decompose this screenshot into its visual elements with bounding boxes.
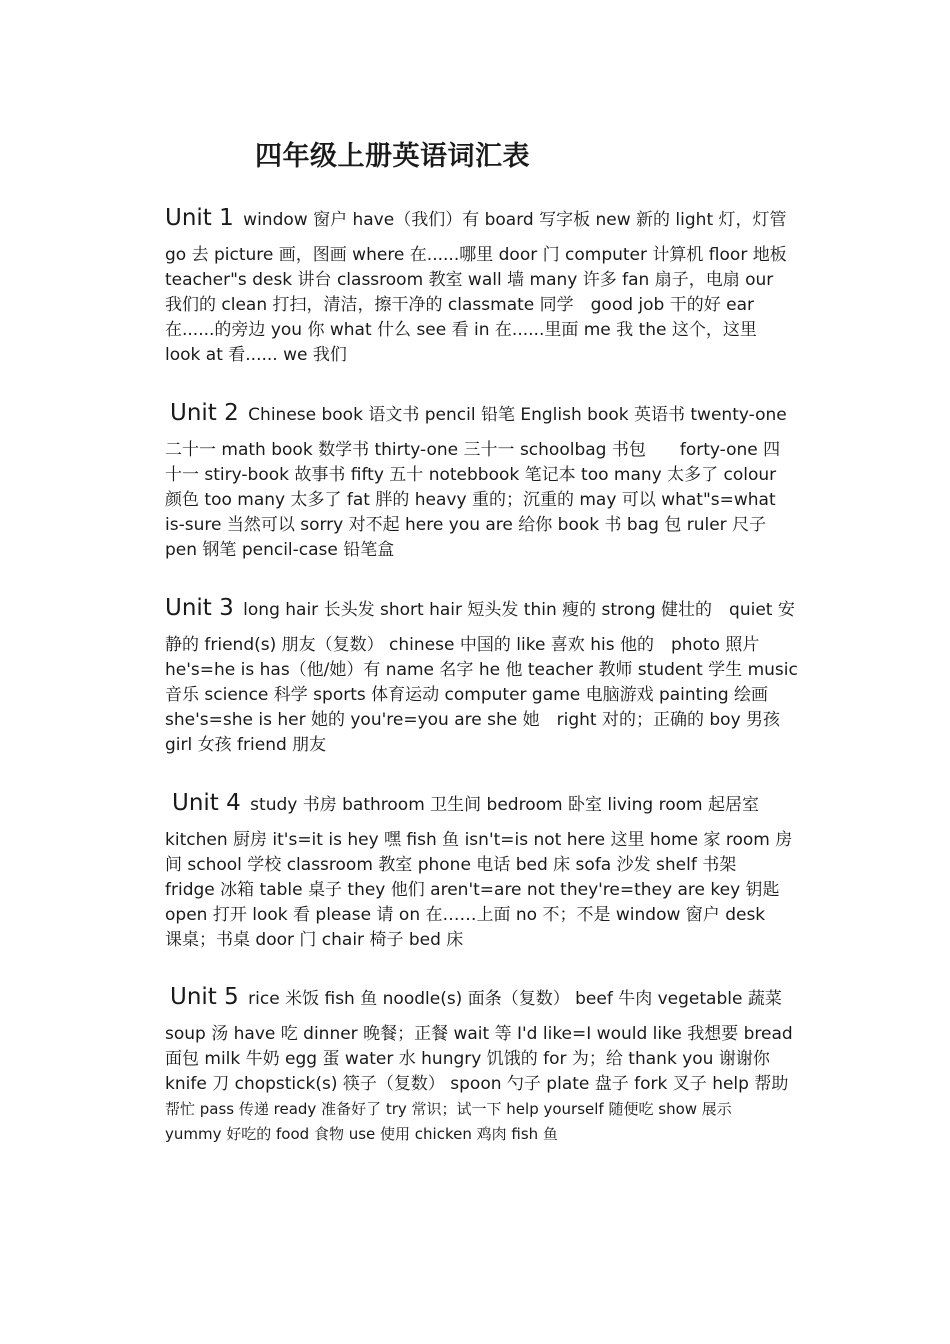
unit-heading: Unit 3	[165, 595, 234, 621]
unit-vocabulary-text: 静的 friend(s) 朋友（复数） chinese 中国的 like 喜欢 his 他的 photo 照片 he's=he is has（他/她）有 name 名字 he 他 teacher 教师 student 学生 music 音乐 science 科学 sports 体育运动 computer game 电脑游戏 painting 绘画 she's=she is her 她的 you're=you are she 她 right 对的；正确的 boy 男孩 girl 女孩 friend 朋友	[165, 635, 798, 755]
unit-vocabulary-text: 二十一 math book 数学书 thirty-one 三十一 schoolbag 书包 forty-one 四 十一 stiry-book 故事书 fifty 五十 notebbook 笔记本 too many 太多了 colour 颜色 too many 太多了 fat 胖的 heavy 重的；沉重的 may 可以 what"s=what is-sure 当然可以 sorry 对不起 here you are 给你 book 书 bag 包 ruler 尺子 pen 钢笔 pencil-case 铅笔盒	[165, 440, 781, 560]
unit-first-line-text: Chinese book 语文书 pencil 铅笔 English book 英语书 twenty-one	[248, 405, 787, 425]
unit-first-line-text: rice 米饭 fish 鱼 noodle(s) 面条（复数） beef 牛肉 vegetable 蔬菜	[248, 989, 782, 1009]
unit-heading: Unit 5	[170, 984, 239, 1010]
unit-first-line	[165, 596, 815, 623]
unit-section-3	[165, 596, 815, 758]
unit-first-line	[170, 985, 820, 1012]
unit-heading: Unit 4	[172, 790, 241, 816]
unit-heading: Unit 2	[170, 400, 239, 426]
unit-section-4	[165, 790, 822, 953]
unit-vocabulary-text-small: 帮忙 pass 传递 ready 准备好了 try 常识；试一下 help yourself 随便吃 show 展示 yummy 好吃的 food 食物 use 使用 chicken 鸡肉 fish 鱼	[165, 1100, 732, 1143]
unit-vocabulary-text: go 去 picture 画，图画 where 在......哪里 door 门 computer 计算机 floor 地板 teacher"s desk 讲台 classroom 教室 wall 墙 many 许多 fan 扇子，电扇 our 我们的 clean 打扫，清洁，擦干净的 classmate 同学 good job 干的好 ear 在......的旁边 you 你 what 什么 see 看 in 在......里面 me 我 the 这个，这里 look at 看...... we 我们	[165, 245, 787, 365]
unit-first-line-text: window 窗户 have（我们）有 board 写字板 new 新的 light 灯，灯管	[243, 210, 787, 230]
unit-section-5	[165, 984, 820, 1147]
unit-vocabulary-text: soup 汤 have 吃 dinner 晚餐；正餐 wait 等 I'd like=I would like 我想要 bread 面包 milk 牛奶 egg 蛋 water 水 hungry 饥饿的 for 为；给 thank you 谢谢你 knife 刀 chopstick(s) 筷子（复数） spoon 勺子 plate 盘子 fork 叉子 help 帮助	[165, 1024, 793, 1094]
unit-first-line-text: long hair 长头发 short hair 短头发 thin 瘦的 strong 健壮的 quiet 安	[243, 600, 795, 620]
unit-first-line-text: study 书房 bathroom 卫生间 bedroom 卧室 living room 起居室	[250, 795, 759, 815]
unit-vocabulary-text: kitchen 厨房 it's=it is hey 嘿 fish 鱼 isn't=is not here 这里 home 家 room 房 间 school 学校 classroom 教室 phone 电话 bed 床 sofa 沙发 shelf 书架 fridge 冰箱 table 桌子 they 他们 aren't=are not they're=they are key 钥匙 open 打开 look 看 please 请 on 在……上面 no 不；不是 window 窗户 desk 课桌；书桌 door 门 chair 椅子 bed 床	[165, 830, 793, 950]
unit-first-line	[172, 791, 822, 818]
unit-section-2	[165, 400, 820, 563]
unit-section-1	[165, 206, 815, 368]
unit-first-line	[170, 401, 820, 428]
unit-first-line	[165, 206, 815, 233]
page-title: 四年级上册英语词汇表	[255, 141, 530, 172]
unit-heading: Unit 1	[165, 205, 234, 231]
